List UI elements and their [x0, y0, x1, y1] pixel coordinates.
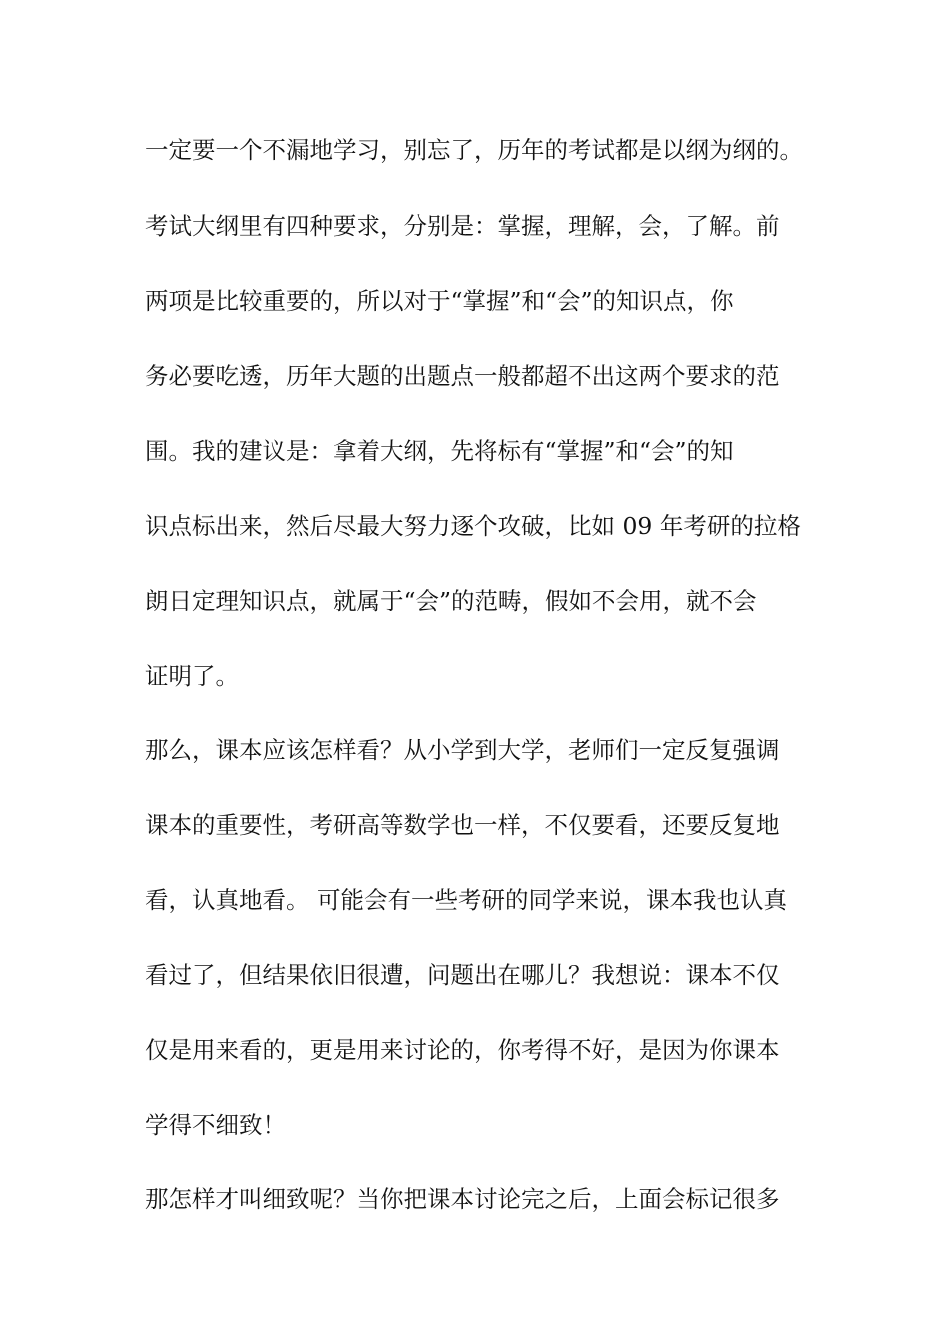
text-line: 那怎样才叫细致呢？当你把课本讨论完之后，上面会标记很多: [145, 1185, 780, 1213]
text-line: 证明了。: [145, 662, 239, 690]
text-line: 课本的重要性，考研高等数学也一样，不仅要看，还要反复地: [145, 811, 780, 839]
text-line: 两项是比较重要的，所以对于“掌握”和“会”的知识点，你: [145, 287, 734, 315]
text-line: 仅是用来看的，更是用来讨论的，你考得不好，是因为你课本: [145, 1036, 780, 1064]
text-line: 围。我的建议是：拿着大纲，先将标有“掌握”和“会”的知: [145, 437, 734, 465]
text-line: 看过了，但结果依旧很遭，问题出在哪儿？我想说：课本不仅: [145, 961, 780, 989]
text-line: 务必要吃透，历年大题的出题点一般都超不出这两个要求的范: [145, 362, 780, 390]
text-line: 朗日定理知识点，就属于“会”的范畴，假如不会用，就不会: [145, 587, 757, 615]
text-line: 学得不细致！: [145, 1111, 286, 1139]
text-line: 识点标出来，然后尽最大努力逐个攻破，比如 09 年考研的拉格: [145, 512, 801, 540]
text-line: 一定要一个不漏地学习，别忘了，历年的考试都是以纲为纲的。: [145, 136, 803, 164]
text-line: 那么，课本应该怎样看？从小学到大学，老师们一定反复强调: [145, 736, 780, 764]
text-line: 考试大纲里有四种要求，分别是：掌握，理解，会，了解。前: [145, 212, 780, 240]
text-line: 看，认真地看。 可能会有一些考研的同学来说，课本我也认真: [145, 886, 787, 914]
